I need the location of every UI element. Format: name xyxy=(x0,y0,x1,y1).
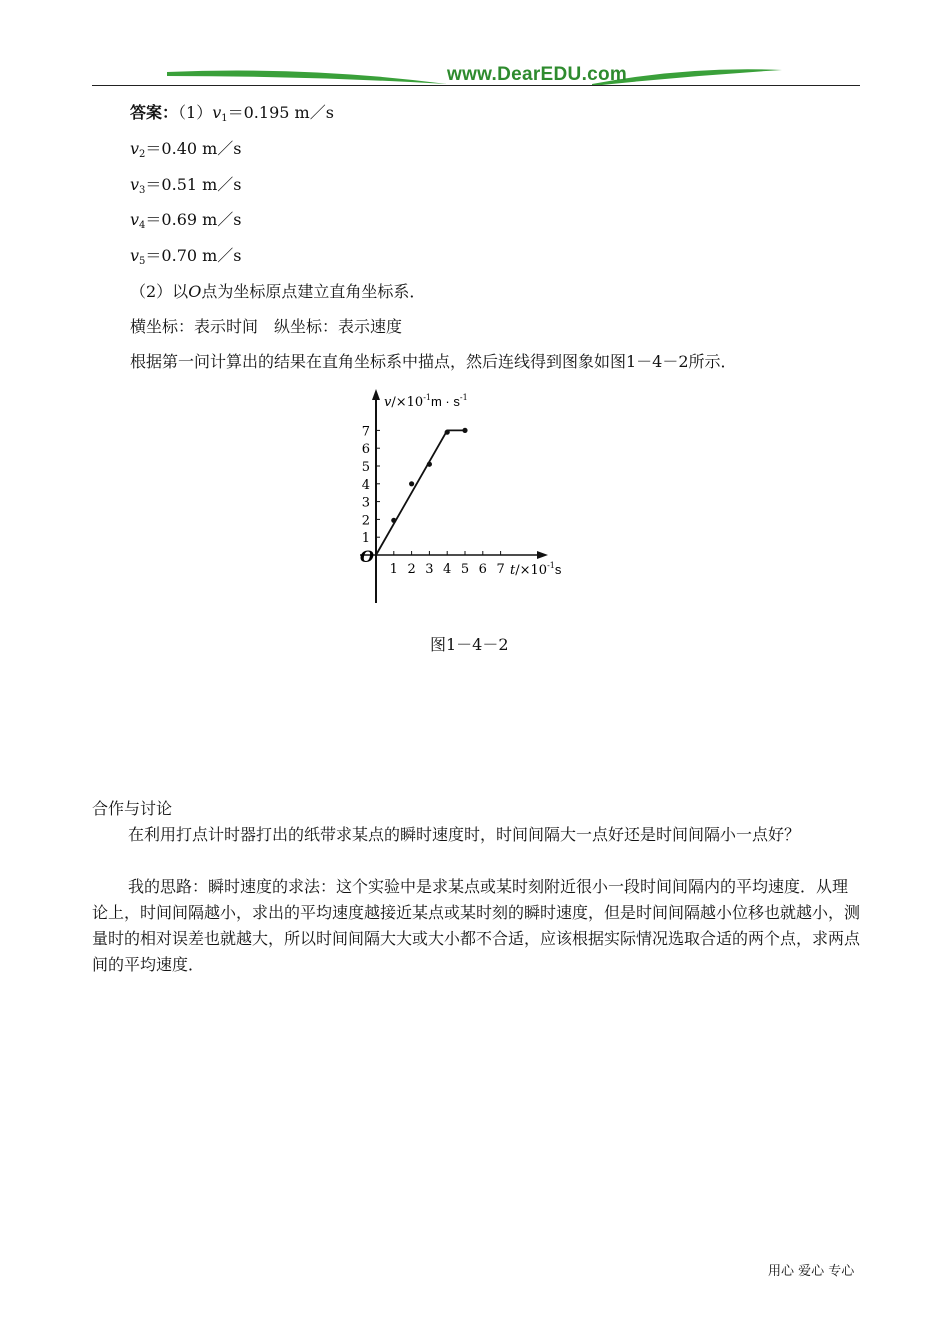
x-tick-label: 5 xyxy=(460,562,470,577)
x-tick-label: 3 xyxy=(425,562,434,577)
data-point xyxy=(427,462,432,467)
velocity-line-3 xyxy=(130,175,242,201)
fit-line xyxy=(376,430,465,555)
velocity-symbol: v xyxy=(130,175,140,194)
y-axis-label: $v/\times 10^{-1}m \cdot s^{-1}$ xyxy=(384,393,468,410)
data-point xyxy=(462,428,467,433)
velocity-subscript: 4 xyxy=(139,220,146,231)
answer-line-1 xyxy=(130,103,334,129)
discussion-answer: 我的思路：瞬时速度的求法：这个实验中是求某点或某时刻附近很小一段时间间隔内的平均速度．从理论上，时间间隔越小，求出的平均速度越接近某点或某时刻的瞬时速度，但是时间间隔越小位移也就越小，测量时的相对误差也就越大，所以时间间隔大大或大小都不合适，应该根据实际情况选取合适的两个点，求两点间的平均速度． xyxy=(92,877,861,974)
x-tick-label: 6 xyxy=(478,562,487,577)
data-point xyxy=(445,430,450,435)
velocity-subscript: 5 xyxy=(139,256,146,267)
velocity-subscript: 1 xyxy=(221,113,228,124)
y-tick-label: 4 xyxy=(361,477,370,493)
answer-part1-prefix: （1） xyxy=(178,103,213,122)
header-rule xyxy=(92,85,860,86)
y-tick-label: 5 xyxy=(361,460,370,475)
velocity-line-2 xyxy=(130,139,242,165)
y-tick-label: 3 xyxy=(361,495,370,511)
x-tick-label: 4 xyxy=(443,562,452,577)
answer-label: 答案： xyxy=(130,103,179,122)
chart-ticks xyxy=(362,424,505,577)
velocity-value: ＝0.70 m／s xyxy=(145,246,242,265)
part2-text: 点为坐标原点建立直角坐标系． xyxy=(201,282,426,301)
velocity-value: ＝0.195 m／s xyxy=(227,103,334,122)
velocity-symbol: v xyxy=(212,103,222,122)
x-axis-arrow xyxy=(537,551,548,559)
origin-label: O xyxy=(360,547,374,566)
velocity-value: ＝0.51 m／s xyxy=(145,175,242,194)
x-axis-label: $t/\times 10^{-1}s$ xyxy=(510,561,562,578)
discussion-title: 合作与讨论 xyxy=(92,799,173,818)
graph-description: 根据第一问计算出的结果在直角坐标系中描点，然后连线得到图象如图1－4－2所示． xyxy=(130,352,737,371)
y-tick-label: 1 xyxy=(361,531,370,547)
velocity-symbol: v xyxy=(130,210,140,229)
velocity-symbol: v xyxy=(130,139,140,158)
axes-description: 横坐标：表示时间 纵坐标：表示速度 xyxy=(130,317,403,336)
x-tick-label: 1 xyxy=(389,562,398,577)
chart-marks xyxy=(376,428,468,555)
y-axis-arrow xyxy=(372,389,380,400)
velocity-time-chart xyxy=(340,385,600,610)
velocity-symbol: v xyxy=(130,246,140,265)
origin-symbol: O xyxy=(188,282,202,301)
velocity-line-5 xyxy=(130,246,242,272)
velocity-value: ＝0.40 m／s xyxy=(145,139,242,158)
page-footer: 用心 爱心 专心 xyxy=(768,1264,855,1279)
page-header xyxy=(92,60,860,92)
data-point xyxy=(409,481,414,486)
velocity-subscript: 3 xyxy=(139,185,146,196)
part2-prefix: （2）以 xyxy=(130,282,189,301)
y-tick-label: 6 xyxy=(361,442,370,458)
velocity-line-4 xyxy=(130,210,242,236)
data-point xyxy=(391,518,396,523)
velocity-subscript: 2 xyxy=(139,149,146,160)
figure-caption: 图1－4－2 xyxy=(430,635,509,654)
discussion-question: 在利用打点计时器打出的纸带求某点的瞬时速度时，时间间隔大一点好还是时间间隔小一点好？ xyxy=(128,825,801,844)
x-tick-label: 2 xyxy=(407,562,416,577)
velocity-value: ＝0.69 m／s xyxy=(145,210,242,229)
y-tick-label: 7 xyxy=(361,424,370,440)
y-tick-label: 2 xyxy=(361,513,370,529)
site-logo-text: www.DearEDU.com xyxy=(447,64,628,85)
answer-part2-line xyxy=(130,282,425,302)
x-tick-label: 7 xyxy=(496,562,505,577)
